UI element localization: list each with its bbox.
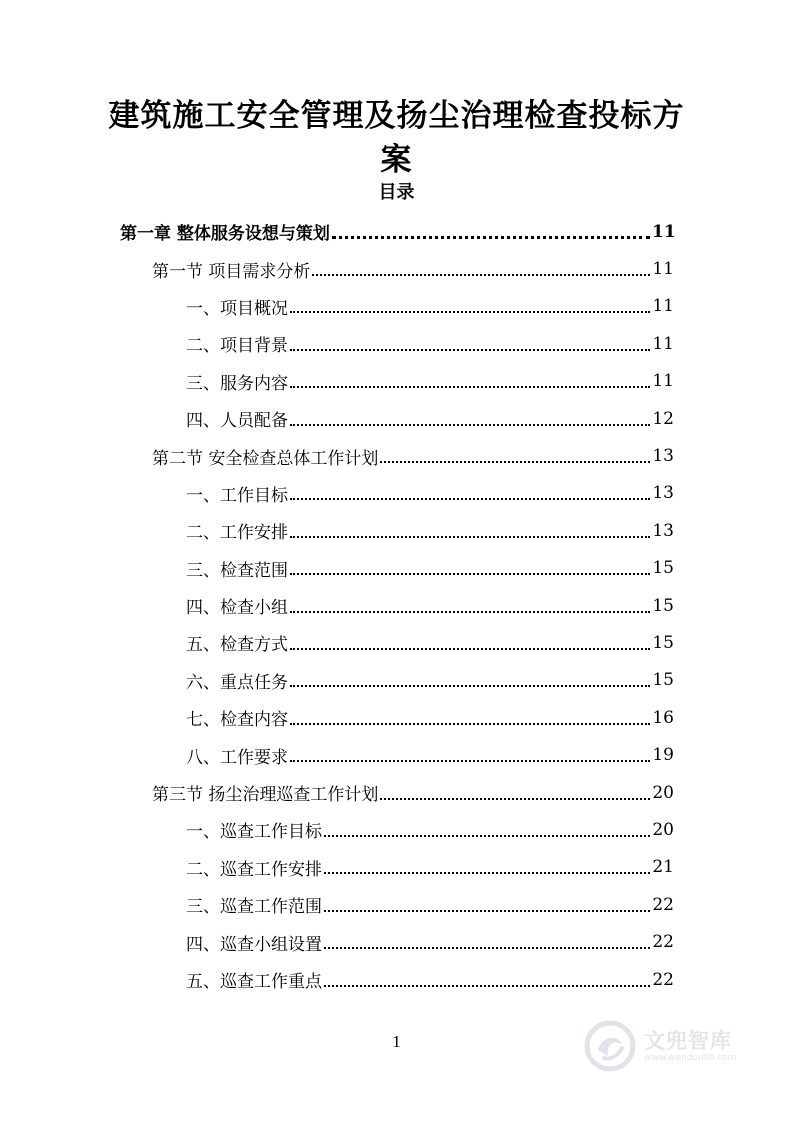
page-number: 1 (392, 1032, 401, 1051)
toc-entry-label: 四、检查小组 (186, 598, 288, 619)
table-of-contents (0, 213, 793, 998)
toc-entry-page: 11 (652, 333, 674, 354)
toc-entry-page: 20 (652, 782, 674, 803)
toc-dot-leader (290, 311, 650, 313)
watermark-url: www.wendoulib.com (644, 1052, 737, 1063)
toc-entry[interactable] (0, 736, 793, 773)
toc-entry[interactable] (0, 363, 793, 400)
watermark-brand: 文兜智库 (644, 1028, 732, 1053)
toc-entry[interactable] (0, 512, 793, 549)
toc-entry-label: 一、项目概况 (186, 298, 288, 319)
toc-dot-leader (324, 835, 650, 837)
toc-entry[interactable] (0, 961, 793, 998)
toc-entry[interactable] (0, 550, 793, 587)
toc-entry-page: 19 (652, 745, 674, 766)
toc-entry-page: 11 (652, 259, 674, 280)
swirl-logo-icon (584, 1020, 636, 1072)
toc-dot-leader (290, 498, 650, 500)
toc-dot-leader (290, 685, 650, 687)
toc-dot-leader (324, 985, 650, 987)
toc-dot-leader (380, 798, 650, 800)
toc-entry-label: 二、项目背景 (186, 336, 288, 357)
toc-entry[interactable] (0, 250, 793, 287)
toc-entry-label: 六、重点任务 (186, 672, 288, 693)
toc-dot-leader (332, 236, 650, 239)
toc-entry-label: 三、服务内容 (186, 373, 288, 394)
toc-dot-leader (290, 723, 650, 725)
toc-dot-leader (290, 611, 650, 613)
toc-entry[interactable] (0, 437, 793, 474)
toc-heading: 目录 (378, 182, 415, 203)
toc-dot-leader (290, 386, 650, 388)
toc-dot-leader (290, 648, 650, 650)
toc-entry-page: 22 (652, 969, 674, 990)
toc-entry-page: 16 (652, 707, 674, 728)
toc-entry-label: 第二节 安全检查总体工作计划 (152, 448, 379, 469)
toc-entry-label: 四、巡查小组设置 (186, 934, 322, 955)
toc-dot-leader (324, 872, 650, 874)
toc-entry-label: 二、工作安排 (186, 523, 288, 544)
toc-entry-label: 第一章 整体服务设想与策划 (120, 224, 330, 245)
toc-entry-page: 15 (652, 558, 674, 579)
toc-dot-leader (290, 349, 650, 351)
toc-entry[interactable] (0, 587, 793, 624)
toc-entry-page: 15 (652, 670, 674, 691)
toc-entry-page: 11 (652, 296, 674, 317)
toc-entry-label: 八、工作要求 (186, 747, 288, 768)
toc-entry-label: 一、工作目标 (186, 485, 288, 506)
toc-entry-label: 七、检查内容 (186, 710, 288, 731)
toc-entry-label: 四、人员配备 (186, 411, 288, 432)
toc-entry-page: 13 (652, 446, 674, 467)
toc-entry-page: 15 (652, 632, 674, 653)
toc-entry[interactable] (0, 811, 793, 848)
toc-dot-leader (312, 274, 650, 276)
toc-entry[interactable] (0, 400, 793, 437)
toc-entry[interactable] (0, 699, 793, 736)
toc-entry-page: 22 (652, 894, 674, 915)
toc-entry-page: 13 (652, 520, 674, 541)
document-title: 建筑施工安全管理及扬尘治理检查投标方案 (108, 98, 685, 178)
toc-dot-leader (324, 910, 650, 912)
toc-dot-leader (290, 536, 650, 538)
toc-entry-label: 五、检查方式 (186, 635, 288, 656)
toc-entry-page: 20 (652, 819, 674, 840)
toc-entry-page: 11 (652, 221, 676, 242)
toc-entry-label: 一、巡查工作目标 (186, 822, 322, 843)
toc-entry[interactable] (0, 886, 793, 923)
toc-entry[interactable] (0, 774, 793, 811)
toc-entry[interactable] (0, 475, 793, 512)
toc-entry-page: 22 (652, 932, 674, 953)
toc-entry-page: 12 (652, 408, 674, 429)
watermark (584, 1018, 784, 1074)
toc-entry-page: 13 (652, 483, 674, 504)
toc-entry-label: 二、巡查工作安排 (186, 859, 322, 880)
toc-entry-label: 第三节 扬尘治理巡查工作计划 (152, 785, 379, 806)
toc-entry[interactable] (0, 662, 793, 699)
toc-dot-leader (290, 424, 650, 426)
toc-entry[interactable] (0, 213, 793, 250)
toc-dot-leader (290, 573, 650, 575)
toc-dot-leader (380, 461, 650, 463)
toc-entry-label: 三、检查范围 (186, 560, 288, 581)
toc-entry[interactable] (0, 923, 793, 960)
toc-entry[interactable] (0, 624, 793, 661)
toc-entry-page: 21 (652, 857, 674, 878)
toc-entry[interactable] (0, 849, 793, 886)
toc-dot-leader (290, 760, 650, 762)
toc-entry[interactable] (0, 288, 793, 325)
toc-dot-leader (324, 947, 650, 949)
toc-entry-page: 15 (652, 595, 674, 616)
toc-entry-label: 五、巡查工作重点 (186, 972, 322, 992)
toc-entry-page: 11 (652, 371, 674, 392)
toc-entry-label: 三、巡查工作范围 (186, 897, 322, 918)
toc-entry-label: 第一节 项目需求分析 (152, 261, 311, 282)
toc-entry[interactable] (0, 325, 793, 362)
